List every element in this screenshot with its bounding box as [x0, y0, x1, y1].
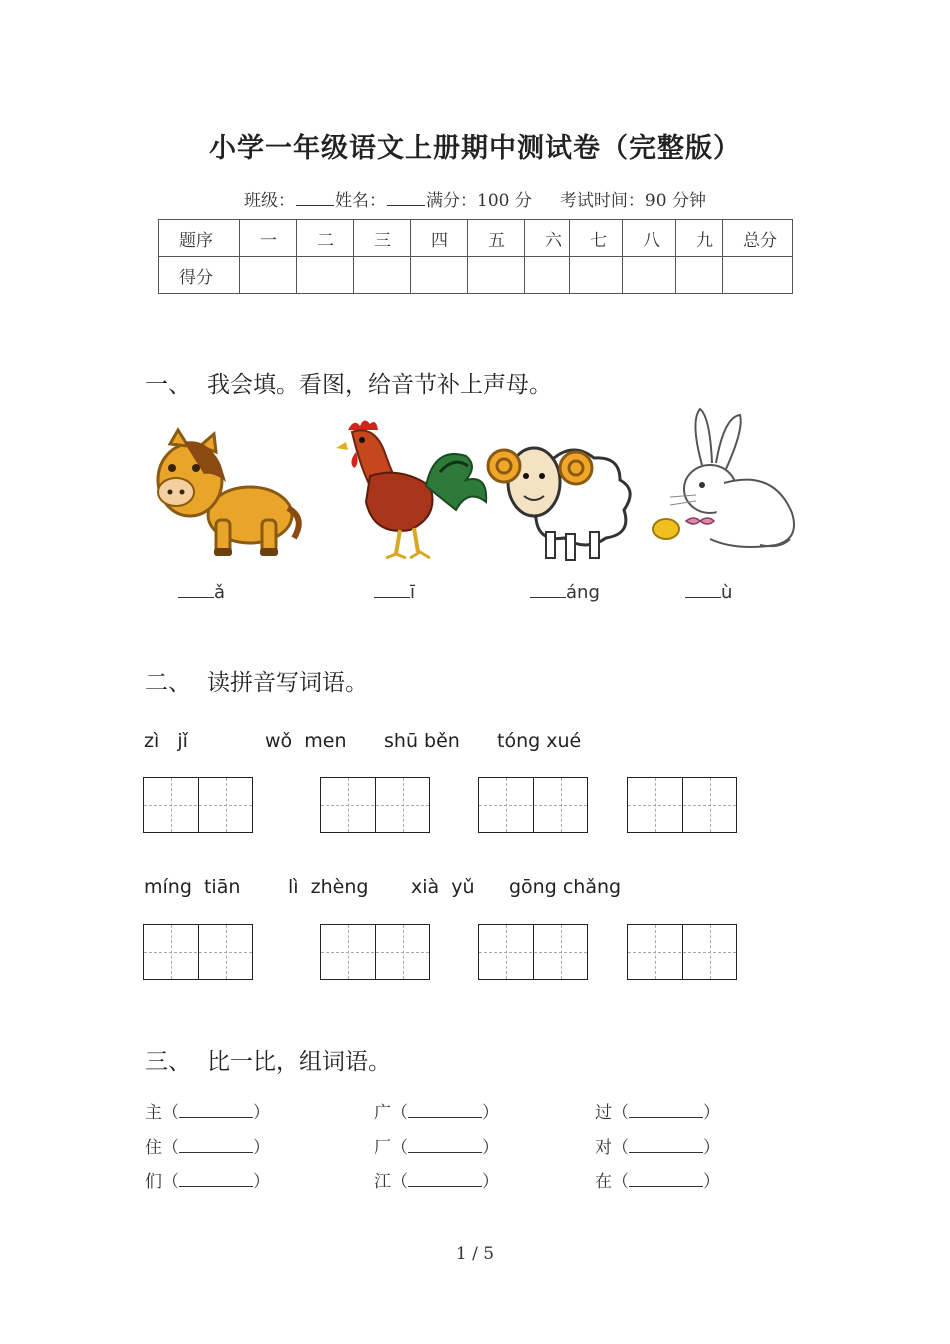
compare-item: 主（ ）	[145, 1103, 270, 1123]
rabbit-icon	[640, 405, 800, 565]
section-number: 一、	[145, 372, 191, 398]
compare-char: 对	[595, 1138, 612, 1158]
score-cell[interactable]	[411, 257, 468, 294]
page-title: 小学一年级语文上册期中测试卷（完整版）	[209, 133, 741, 164]
writing-grid[interactable]	[143, 924, 253, 980]
compare-item: 住（ ）	[145, 1138, 270, 1158]
score-cell[interactable]	[570, 257, 623, 294]
answer-blank[interactable]	[179, 1172, 253, 1187]
score-table-header	[159, 220, 793, 257]
class-blank[interactable]	[296, 191, 334, 206]
pinyin-word: zì jǐ	[144, 730, 188, 752]
compare-item: 们（ ）	[145, 1172, 270, 1192]
header-cell: 五	[468, 220, 525, 257]
answer-blank[interactable]	[685, 583, 721, 598]
section-3-heading	[145, 1043, 391, 1076]
score-table	[158, 219, 793, 294]
section-instruction: 比一比，组词语。	[207, 1049, 391, 1075]
syllable-suffix: áng	[566, 582, 600, 603]
compare-item: 在（ ）	[595, 1172, 720, 1192]
header-cell: 题序	[159, 220, 240, 257]
header-cell: 三	[354, 220, 411, 257]
score-table-row	[159, 257, 793, 294]
compare-char: 在	[595, 1172, 612, 1192]
answer-blank[interactable]	[408, 1138, 482, 1153]
answer-blank[interactable]	[374, 583, 410, 598]
header-cell: 四	[411, 220, 468, 257]
header-cell: 七	[570, 220, 623, 257]
score-cell[interactable]	[297, 257, 354, 294]
score-cell[interactable]	[240, 257, 297, 294]
class-label: 班级：	[244, 191, 296, 211]
section-instruction: 我会填。看图，给音节补上声母。	[207, 372, 552, 398]
answer-blank[interactable]	[408, 1172, 482, 1187]
writing-grid[interactable]	[478, 924, 588, 980]
full-marks: 满分：100 分	[426, 191, 532, 211]
writing-grid[interactable]	[320, 924, 430, 980]
header-cell: 八	[623, 220, 676, 257]
syllable-suffix: ī	[410, 582, 416, 603]
pinyin-word: míng tiān	[144, 876, 241, 898]
compare-item: 江（ ）	[374, 1172, 499, 1192]
compare-char: 过	[595, 1103, 612, 1123]
header-cell: 九	[676, 220, 723, 257]
section-number: 二、	[145, 670, 191, 696]
answer-blank[interactable]	[629, 1103, 703, 1118]
syllable-suffix: ù	[721, 582, 733, 603]
compare-char: 们	[145, 1172, 162, 1192]
answer-blank[interactable]	[629, 1172, 703, 1187]
sheep-icon	[480, 420, 640, 580]
pinyin-word: tóng xué	[497, 730, 582, 752]
name-blank[interactable]	[387, 191, 425, 206]
section-number: 三、	[145, 1049, 191, 1075]
horse-icon	[150, 420, 310, 580]
header-cell: 六	[525, 220, 570, 257]
name-label: 姓名：	[335, 191, 387, 211]
exam-time: 考试时间：90 分钟	[559, 191, 706, 211]
section-2-heading	[145, 664, 368, 697]
answer-blank[interactable]	[408, 1103, 482, 1118]
compare-char: 主	[145, 1103, 162, 1123]
fill-item-horse	[178, 582, 225, 603]
compare-item: 广（ ）	[374, 1103, 499, 1123]
answer-blank[interactable]	[179, 1103, 253, 1118]
header-cell: 总分	[723, 220, 793, 257]
compare-item: 对（ ）	[595, 1138, 720, 1158]
pinyin-word: shū běn	[384, 730, 460, 752]
section-1-heading	[145, 366, 552, 399]
section-instruction: 读拼音写词语。	[207, 670, 368, 696]
fill-item-sheep	[530, 582, 600, 603]
syllable-suffix: ǎ	[214, 582, 226, 603]
writing-grid[interactable]	[320, 777, 430, 833]
pinyin-word: wǒ men	[265, 730, 347, 752]
row-label: 得分	[159, 257, 240, 294]
exam-info	[0, 186, 950, 211]
writing-grid[interactable]	[143, 777, 253, 833]
score-cell[interactable]	[525, 257, 570, 294]
compare-char: 厂	[374, 1138, 391, 1158]
compare-item: 厂（ ）	[374, 1138, 499, 1158]
writing-grid[interactable]	[627, 924, 737, 980]
fill-item-rabbit	[685, 582, 732, 603]
answer-blank[interactable]	[629, 1138, 703, 1153]
score-cell[interactable]	[676, 257, 723, 294]
pinyin-word: lì zhèng	[288, 876, 369, 898]
compare-char: 江	[374, 1172, 391, 1192]
writing-grid[interactable]	[627, 777, 737, 833]
score-cell[interactable]	[468, 257, 525, 294]
page-number: 1 / 5	[455, 1244, 495, 1264]
header-cell: 二	[297, 220, 354, 257]
score-cell[interactable]	[723, 257, 793, 294]
header-cell: 一	[240, 220, 297, 257]
compare-char: 广	[374, 1103, 391, 1123]
rooster-icon	[330, 412, 490, 572]
compare-item: 过（ ）	[595, 1103, 720, 1123]
answer-blank[interactable]	[178, 583, 214, 598]
writing-grid[interactable]	[478, 777, 588, 833]
score-cell[interactable]	[623, 257, 676, 294]
answer-blank[interactable]	[530, 583, 566, 598]
score-cell[interactable]	[354, 257, 411, 294]
pinyin-word: gōng chǎng	[509, 876, 622, 898]
fill-item-rooster	[374, 582, 415, 603]
answer-blank[interactable]	[179, 1138, 253, 1153]
compare-char: 住	[145, 1138, 162, 1158]
pinyin-word: xià yǔ	[411, 876, 475, 898]
